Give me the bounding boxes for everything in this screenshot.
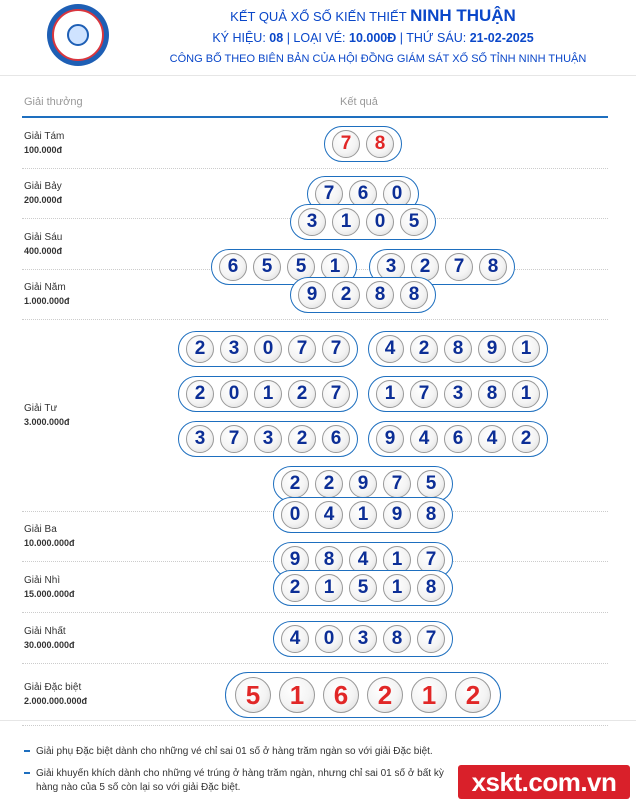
prize-amount: 400.000đ — [24, 245, 63, 256]
number-ball: 6 — [444, 425, 472, 453]
prize-row — [22, 613, 608, 664]
ticket-number — [368, 421, 548, 457]
header — [0, 0, 636, 76]
number-ball: 1 — [512, 335, 540, 363]
prize-row — [22, 562, 608, 613]
number-ball: 3 — [377, 253, 405, 281]
results-table — [22, 88, 608, 726]
weekday-label: | THỨ SÁU: — [399, 31, 467, 45]
bullet-icon — [24, 750, 30, 752]
number-ball: 8 — [315, 546, 343, 574]
number-ball: 7 — [417, 546, 445, 574]
number-ball: 4 — [478, 425, 506, 453]
number-ball: 5 — [417, 470, 445, 498]
number-ball: 5 — [287, 253, 315, 281]
number-ball: 1 — [512, 380, 540, 408]
number-ball: 8 — [478, 380, 506, 408]
table-header — [22, 88, 608, 118]
number-ball: 5 — [253, 253, 281, 281]
number-ball: 7 — [322, 335, 350, 363]
prize-amount: 30.000.000đ — [24, 639, 75, 650]
prize-amount: 1.000.000đ — [24, 296, 70, 306]
number-ball: 2 — [315, 470, 343, 498]
number-ball: 1 — [315, 574, 343, 602]
number-ball: 1 — [383, 574, 411, 602]
prize-amount: 2.000.000.000đ — [24, 696, 88, 706]
prize-amount: 3.000.000đ — [24, 417, 70, 427]
province-name: NINH THUẬN — [410, 6, 516, 25]
number-ball: 8 — [366, 281, 394, 309]
number-ball: 1 — [332, 208, 360, 236]
number-ball: 7 — [332, 130, 360, 158]
number-ball: 2 — [186, 335, 214, 363]
number-ball: 9 — [281, 546, 309, 574]
prize-row — [22, 270, 608, 320]
number-ball: 9 — [298, 281, 326, 309]
prize-amount: 200.000đ — [24, 195, 63, 205]
number-ball: 0 — [315, 625, 343, 653]
number-ball: 9 — [376, 425, 404, 453]
number-ball: 9 — [349, 470, 377, 498]
number-ball: 8 — [444, 335, 472, 363]
number-ball: 2 — [186, 380, 214, 408]
ky-hieu-label: KÝ HIỆU: — [212, 31, 266, 45]
number-ball: 2 — [281, 574, 309, 602]
number-ball: 4 — [376, 335, 404, 363]
number-ball: 8 — [366, 130, 394, 158]
loai-ve-label: | LOẠI VÉ: — [286, 31, 346, 45]
number-ball: 9 — [478, 335, 506, 363]
number-ball: 1 — [279, 677, 315, 713]
number-ball: 1 — [411, 677, 447, 713]
number-ball: 0 — [254, 335, 282, 363]
ticket-number — [273, 621, 453, 657]
number-ball: 1 — [254, 380, 282, 408]
prize-name: Giải Tư — [24, 403, 58, 414]
prize-row — [22, 320, 608, 512]
number-ball: 2 — [455, 677, 491, 713]
note-item — [24, 745, 484, 759]
number-ball: 7 — [315, 180, 343, 208]
number-ball: 2 — [332, 281, 360, 309]
number-ball: 5 — [235, 677, 271, 713]
prize-name: Giải Đặc biệt — [24, 682, 82, 693]
number-ball: 3 — [254, 425, 282, 453]
ticket-number — [225, 672, 501, 718]
watermark-badge[interactable]: xskt.com.vn — [458, 765, 630, 799]
number-ball: 8 — [400, 281, 428, 309]
prize-row — [22, 211, 608, 277]
number-ball: 4 — [281, 625, 309, 653]
number-ball: 5 — [349, 574, 377, 602]
ticket-number — [368, 331, 548, 367]
prize-name: Giải Tám — [24, 130, 65, 142]
number-ball: 2 — [410, 335, 438, 363]
number-ball: 8 — [479, 253, 507, 281]
number-ball: 6 — [323, 677, 359, 713]
number-ball: 3 — [186, 425, 214, 453]
number-ball: 5 — [400, 208, 428, 236]
column-prize: Giải thưởng — [24, 96, 83, 108]
number-ball: 2 — [367, 677, 403, 713]
number-ball: 6 — [219, 253, 247, 281]
prize-row — [22, 664, 608, 726]
number-ball: 4 — [410, 425, 438, 453]
ky-hieu-value: 08 — [269, 31, 284, 45]
column-result: Kết quả — [340, 96, 378, 108]
prize-amount: 100.000đ — [24, 144, 63, 155]
prize-name: Giải Năm — [24, 282, 66, 293]
number-ball: 0 — [366, 208, 394, 236]
number-ball: 7 — [383, 470, 411, 498]
number-ball: 0 — [220, 380, 248, 408]
number-ball: 1 — [349, 501, 377, 529]
number-ball: 7 — [445, 253, 473, 281]
note-item — [24, 767, 444, 795]
number-ball: 0 — [281, 501, 309, 529]
ticket-number — [368, 376, 548, 412]
ticket-number — [273, 497, 453, 533]
number-ball: 2 — [288, 425, 316, 453]
prize-row — [22, 118, 608, 169]
ticket-number — [178, 331, 358, 367]
result-title — [0, 6, 636, 26]
number-ball: 2 — [288, 380, 316, 408]
prize-name: Giải Nhất — [24, 625, 66, 637]
number-ball: 8 — [417, 501, 445, 529]
prize-name: Giải Bảy — [24, 181, 62, 192]
number-ball: 4 — [349, 546, 377, 574]
number-ball: 0 — [383, 180, 411, 208]
number-ball: 6 — [322, 425, 350, 453]
draw-date: 21-02-2025 — [469, 31, 534, 45]
number-ball: 3 — [298, 208, 326, 236]
number-ball: 3 — [444, 380, 472, 408]
ticket-number — [178, 376, 358, 412]
number-ball: 6 — [349, 180, 377, 208]
note-text: Giải phụ Đặc biệt dành cho những vé chỉ sai 01 số ở hàng trăm ngàn so với giải Đặc biệt. — [36, 746, 433, 757]
prize-name: Giải Ba — [24, 524, 57, 535]
number-ball: 9 — [383, 501, 411, 529]
note-text: Giải khuyến khích dành cho những vé trúng ở hàng trăm ngàn, nhưng chỉ sai 01 số ở bất kỳ hàng nào của 5 số còn lại so với giải Đặc biệt. — [36, 768, 444, 793]
number-ball: 7 — [322, 380, 350, 408]
number-ball: 1 — [376, 380, 404, 408]
ticket-number — [178, 421, 358, 457]
number-ball: 2 — [411, 253, 439, 281]
ticket-number — [290, 204, 436, 240]
prize-row — [22, 503, 608, 570]
prize-name: Giải Nhì — [24, 574, 61, 586]
number-ball: 2 — [281, 470, 309, 498]
prize-name: Giải Sáu — [24, 231, 63, 243]
prize-amount: 10.000.000đ — [24, 538, 75, 548]
number-ball: 8 — [383, 625, 411, 653]
ticket-number — [273, 570, 453, 606]
prize-amount: 15.000.000đ — [24, 588, 75, 599]
number-ball: 2 — [512, 425, 540, 453]
ticket-number — [324, 126, 402, 162]
number-ball: 7 — [288, 335, 316, 363]
number-ball: 1 — [383, 546, 411, 574]
number-ball: 7 — [417, 625, 445, 653]
number-ball: 7 — [410, 380, 438, 408]
bullet-icon — [24, 772, 30, 774]
number-ball: 3 — [349, 625, 377, 653]
number-ball: 7 — [220, 425, 248, 453]
number-ball: 3 — [220, 335, 248, 363]
loai-ve-value: 10.000Đ — [349, 31, 397, 45]
number-ball: 8 — [417, 574, 445, 602]
number-ball: 4 — [315, 501, 343, 529]
ticket-info — [0, 31, 636, 45]
title-prefix: KẾT QUẢ XỔ SỐ KIẾN THIẾT — [230, 9, 407, 24]
ticket-number — [290, 277, 436, 313]
announcement-subtitle: CÔNG BỐ THEO BIÊN BẢN CỦA HỘI ĐỒNG GIÁM SÁT XỔ SỐ TỈNH NINH THUẬN — [169, 53, 587, 65]
number-ball: 1 — [321, 253, 349, 281]
